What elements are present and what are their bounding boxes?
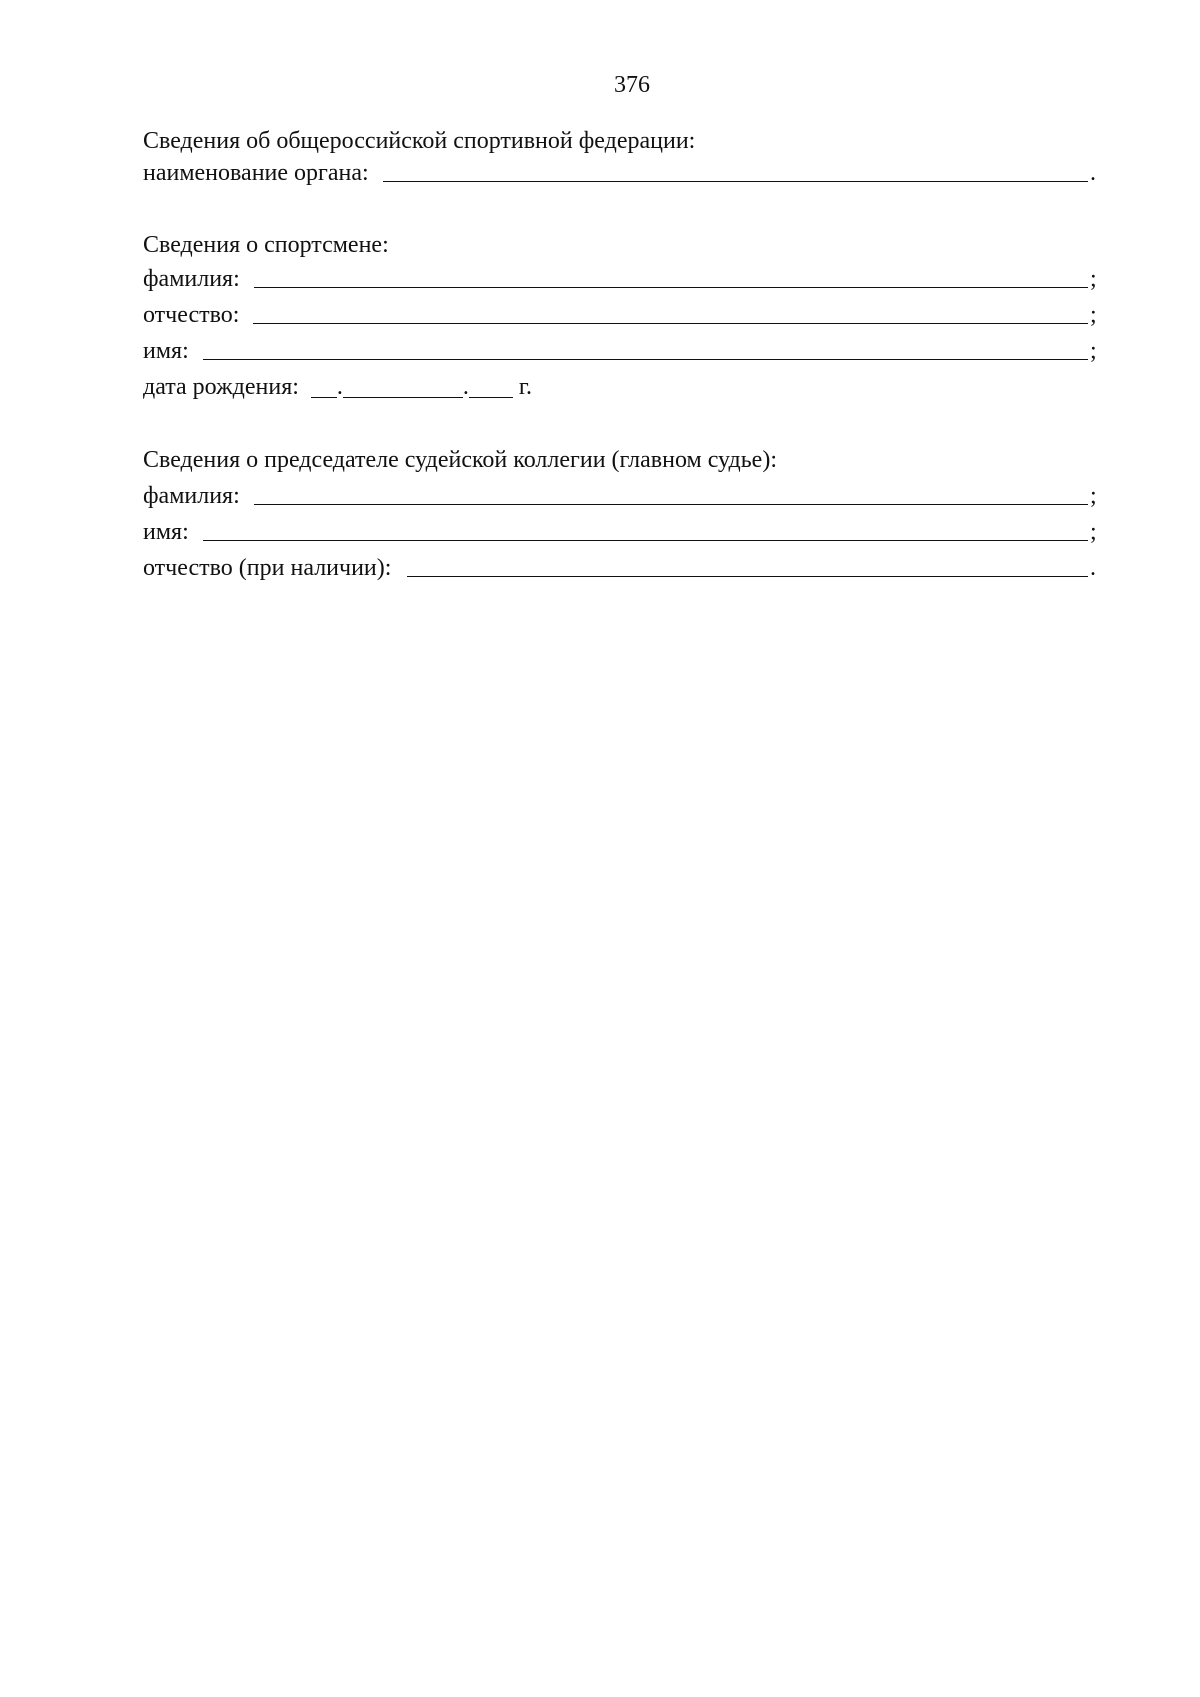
federation-heading: Сведения об общероссийской спортивной федерации: (143, 128, 696, 154)
federation-organ-name-field (143, 158, 1100, 188)
birth-date-sep-1: . (336, 374, 343, 400)
judge-patronymic-end: . (1090, 555, 1096, 581)
athlete-surname-label: фамилия: (143, 266, 240, 292)
athlete-name-label: имя: (143, 338, 189, 364)
page-number: 376 (614, 72, 650, 98)
birth-day-blank[interactable] (311, 375, 337, 398)
judge-patronymic-field (143, 553, 1100, 583)
athlete-name-end: ; (1090, 338, 1097, 364)
athlete-surname-blank[interactable] (254, 265, 1088, 288)
judge-surname-field (143, 481, 1100, 511)
athlete-name-field (143, 336, 1100, 366)
athlete-name-blank[interactable] (203, 337, 1088, 360)
birth-month-blank[interactable] (343, 375, 463, 398)
judge-name-blank[interactable] (203, 518, 1088, 541)
athlete-patronymic-label: отчество: (143, 302, 240, 328)
birth-date-sep-2: . (462, 374, 469, 400)
judge-heading: Сведения о председателе судейской коллегии (главном судье): (143, 447, 777, 473)
judge-name-end: ; (1090, 519, 1097, 545)
athlete-surname-end: ; (1090, 266, 1097, 292)
judge-patronymic-blank[interactable] (407, 554, 1088, 577)
judge-surname-blank[interactable] (254, 482, 1088, 505)
athlete-patronymic-end: ; (1090, 302, 1097, 328)
athlete-birth-date-field (143, 372, 1100, 402)
athlete-surname-field (143, 264, 1100, 294)
birth-date-label: дата рождения: (143, 374, 299, 400)
organ-name-end: . (1090, 160, 1096, 186)
organ-name-label: наименование органа: (143, 160, 369, 186)
birth-year-suffix: г. (518, 374, 533, 400)
judge-name-label: имя: (143, 519, 189, 545)
judge-surname-label: фамилия: (143, 483, 240, 509)
birth-year-blank[interactable] (469, 375, 513, 398)
judge-surname-end: ; (1090, 483, 1097, 509)
athlete-patronymic-blank[interactable] (253, 301, 1088, 324)
athlete-patronymic-field (143, 300, 1100, 330)
athlete-heading: Сведения о спортсмене: (143, 232, 389, 258)
organ-name-blank[interactable] (383, 159, 1088, 182)
judge-name-field (143, 517, 1100, 547)
judge-patronymic-label: отчество (при наличии): (143, 555, 392, 581)
